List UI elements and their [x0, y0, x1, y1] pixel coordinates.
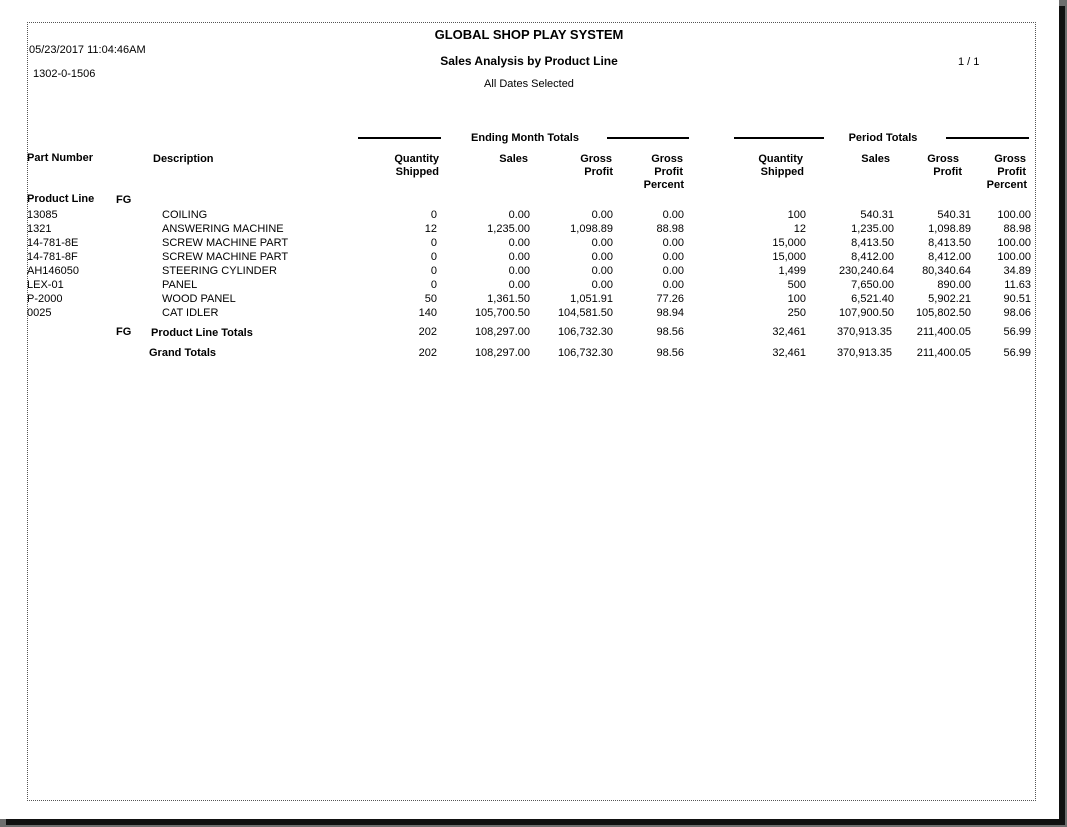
cell-m-sales: 1,361.50 — [487, 293, 530, 305]
grand-p-qty: 32,461 — [772, 347, 806, 359]
cell-p-gp: 8,412.00 — [928, 251, 971, 263]
cell-p-gp: 8,413.50 — [928, 237, 971, 249]
page-indicator: 1 / 1 — [958, 56, 980, 68]
cell-m-gp: 0.00 — [591, 209, 613, 221]
cell-p-qty: 500 — [787, 279, 806, 291]
cell-m-sales: 1,235.00 — [487, 223, 530, 235]
header-p-gp-2: Profit — [933, 166, 962, 178]
header-m-gp-1: Gross — [580, 153, 612, 165]
cell-m-gp: 104,581.50 — [557, 307, 613, 319]
cell-part: P-2000 — [27, 293, 63, 305]
cell-part: 13085 — [27, 209, 58, 221]
cell-p-sales: 6,521.40 — [851, 293, 894, 305]
cell-m-qty: 50 — [424, 293, 437, 305]
totals-product-line-code: FG — [116, 326, 132, 338]
cell-m-gp: 1,098.89 — [570, 223, 613, 235]
cell-m-gp: 0.00 — [591, 237, 613, 249]
date-range: All Dates Selected — [484, 78, 574, 90]
cell-part: 14-781-8E — [27, 237, 79, 249]
cell-part: 0025 — [27, 307, 52, 319]
totals-m-gp: 106,732.30 — [557, 326, 613, 338]
cell-m-qty: 0 — [430, 279, 437, 291]
cell-p-qty: 15,000 — [772, 237, 806, 249]
cell-p-pct: 100.00 — [997, 251, 1031, 263]
company-name: GLOBAL SHOP PLAY SYSTEM — [434, 27, 624, 42]
ending-month-heading: Ending Month Totals — [471, 132, 579, 144]
cell-desc: CAT IDLER — [162, 307, 219, 319]
cell-m-pct: 0.00 — [662, 279, 684, 291]
cell-p-sales: 230,240.64 — [838, 265, 894, 277]
header-p-pct-3: Percent — [986, 179, 1027, 191]
cell-m-sales: 0.00 — [508, 279, 530, 291]
header-part-number: Part Number — [27, 152, 94, 164]
cell-p-gp: 890.00 — [937, 279, 971, 291]
cell-m-pct: 0.00 — [662, 209, 684, 221]
cell-m-pct: 88.98 — [656, 223, 684, 235]
cell-p-sales: 7,650.00 — [851, 279, 894, 291]
cell-part: 1321 — [27, 223, 52, 235]
cell-m-gp: 0.00 — [591, 279, 613, 291]
period-rule-right — [946, 137, 1029, 139]
cell-p-pct: 88.98 — [1003, 223, 1031, 235]
cell-desc: SCREW MACHINE PART — [162, 251, 289, 263]
report-title: Sales Analysis by Product Line — [440, 54, 618, 68]
cell-p-sales: 540.31 — [860, 209, 894, 221]
header-description: Description — [153, 153, 214, 165]
grand-p-gp: 211,400.05 — [916, 347, 971, 359]
cell-p-sales: 107,900.50 — [838, 307, 894, 319]
cell-part: AH146050 — [27, 265, 79, 277]
ending-month-rule-right — [607, 137, 689, 139]
cell-m-qty: 0 — [430, 265, 437, 277]
header-m-pct-3: Percent — [643, 179, 684, 191]
cell-p-sales: 8,412.00 — [851, 251, 894, 263]
cell-p-pct: 90.51 — [1003, 293, 1031, 305]
cell-m-gp: 0.00 — [591, 251, 613, 263]
grand-m-qty: 202 — [418, 347, 437, 359]
report-timestamp: 05/23/2017 11:04:46AM — [29, 44, 146, 56]
cell-m-sales: 105,700.50 — [474, 307, 530, 319]
cell-part: 14-781-8F — [27, 251, 78, 263]
cell-m-pct: 0.00 — [662, 265, 684, 277]
cell-p-gp: 540.31 — [937, 209, 971, 221]
period-heading: Period Totals — [848, 132, 918, 144]
cell-p-pct: 98.06 — [1003, 307, 1031, 319]
totals-p-gp: 211,400.05 — [916, 326, 971, 338]
totals-m-sales: 108,297.00 — [474, 326, 530, 338]
header-p-sales: Sales — [861, 153, 890, 165]
cell-m-pct: 98.94 — [656, 307, 684, 319]
totals-p-pct: 56.99 — [1003, 326, 1031, 338]
cell-m-qty: 0 — [430, 251, 437, 263]
grand-p-sales: 370,913.35 — [836, 347, 892, 359]
period-rule-left — [734, 137, 824, 139]
grand-p-pct: 56.99 — [1003, 347, 1031, 359]
cell-m-sales: 0.00 — [508, 265, 530, 277]
ending-month-rule-left — [358, 137, 441, 139]
product-line-code: FG — [116, 194, 132, 206]
totals-m-pct: 98.56 — [656, 326, 684, 338]
cell-m-pct: 77.26 — [656, 293, 684, 305]
report-code: 1302-0-1506 — [33, 68, 96, 80]
header-m-qty-2: Shipped — [395, 166, 439, 178]
cell-m-sales: 0.00 — [508, 237, 530, 249]
cell-p-qty: 1,499 — [778, 265, 806, 277]
cell-part: LEX-01 — [27, 279, 64, 291]
header-p-qty-1: Quantity — [758, 153, 803, 165]
cell-p-gp: 80,340.64 — [922, 265, 971, 277]
header-m-pct-2: Profit — [654, 166, 683, 178]
cell-m-qty: 0 — [430, 237, 437, 249]
cell-p-sales: 1,235.00 — [851, 223, 894, 235]
header-m-pct-1: Gross — [651, 153, 683, 165]
cell-m-pct: 0.00 — [662, 251, 684, 263]
grand-m-sales: 108,297.00 — [474, 347, 530, 359]
cell-m-gp: 0.00 — [591, 265, 613, 277]
totals-p-qty: 32,461 — [772, 326, 806, 338]
cell-p-qty: 12 — [793, 223, 806, 235]
totals-p-sales: 370,913.35 — [836, 326, 892, 338]
cell-m-sales: 0.00 — [508, 251, 530, 263]
cell-m-qty: 140 — [418, 307, 437, 319]
cell-p-qty: 15,000 — [772, 251, 806, 263]
cell-desc: ANSWERING MACHINE — [162, 223, 284, 235]
header-p-pct-1: Gross — [994, 153, 1026, 165]
cell-p-pct: 100.00 — [997, 237, 1031, 249]
cell-m-qty: 0 — [430, 209, 437, 221]
grand-totals-label: Grand Totals — [149, 347, 217, 359]
header-m-gp-2: Profit — [584, 166, 613, 178]
header-p-gp-1: Gross — [927, 153, 959, 165]
cell-desc: SCREW MACHINE PART — [162, 237, 289, 249]
cell-p-pct: 34.89 — [1003, 265, 1031, 277]
cell-m-sales: 0.00 — [508, 209, 530, 221]
cell-p-pct: 100.00 — [997, 209, 1031, 221]
totals-product-line-label: Product Line Totals — [151, 327, 253, 339]
grand-m-gp: 106,732.30 — [557, 347, 613, 359]
grand-m-pct: 98.56 — [656, 347, 684, 359]
cell-m-qty: 12 — [424, 223, 437, 235]
header-m-sales: Sales — [499, 153, 528, 165]
cell-p-qty: 100 — [787, 293, 806, 305]
cell-p-pct: 11.63 — [1004, 279, 1031, 291]
cell-p-qty: 250 — [787, 307, 806, 319]
totals-m-qty: 202 — [418, 326, 437, 338]
cell-p-sales: 8,413.50 — [851, 237, 894, 249]
header-p-pct-2: Profit — [997, 166, 1026, 178]
cell-p-gp: 105,802.50 — [915, 307, 971, 319]
cell-desc: STEERING CYLINDER — [162, 265, 277, 277]
header-m-qty-1: Quantity — [394, 153, 439, 165]
cell-m-gp: 1,051.91 — [570, 293, 613, 305]
cell-p-qty: 100 — [787, 209, 806, 221]
cell-p-gp: 5,902.21 — [928, 293, 971, 305]
cell-desc: WOOD PANEL — [162, 293, 236, 305]
cell-desc: COILING — [162, 209, 208, 221]
cell-desc: PANEL — [162, 279, 198, 291]
cell-p-gp: 1,098.89 — [928, 223, 971, 235]
cell-m-pct: 0.00 — [662, 237, 684, 249]
product-line-label: Product Line — [27, 193, 95, 205]
header-p-qty-2: Shipped — [760, 166, 804, 178]
